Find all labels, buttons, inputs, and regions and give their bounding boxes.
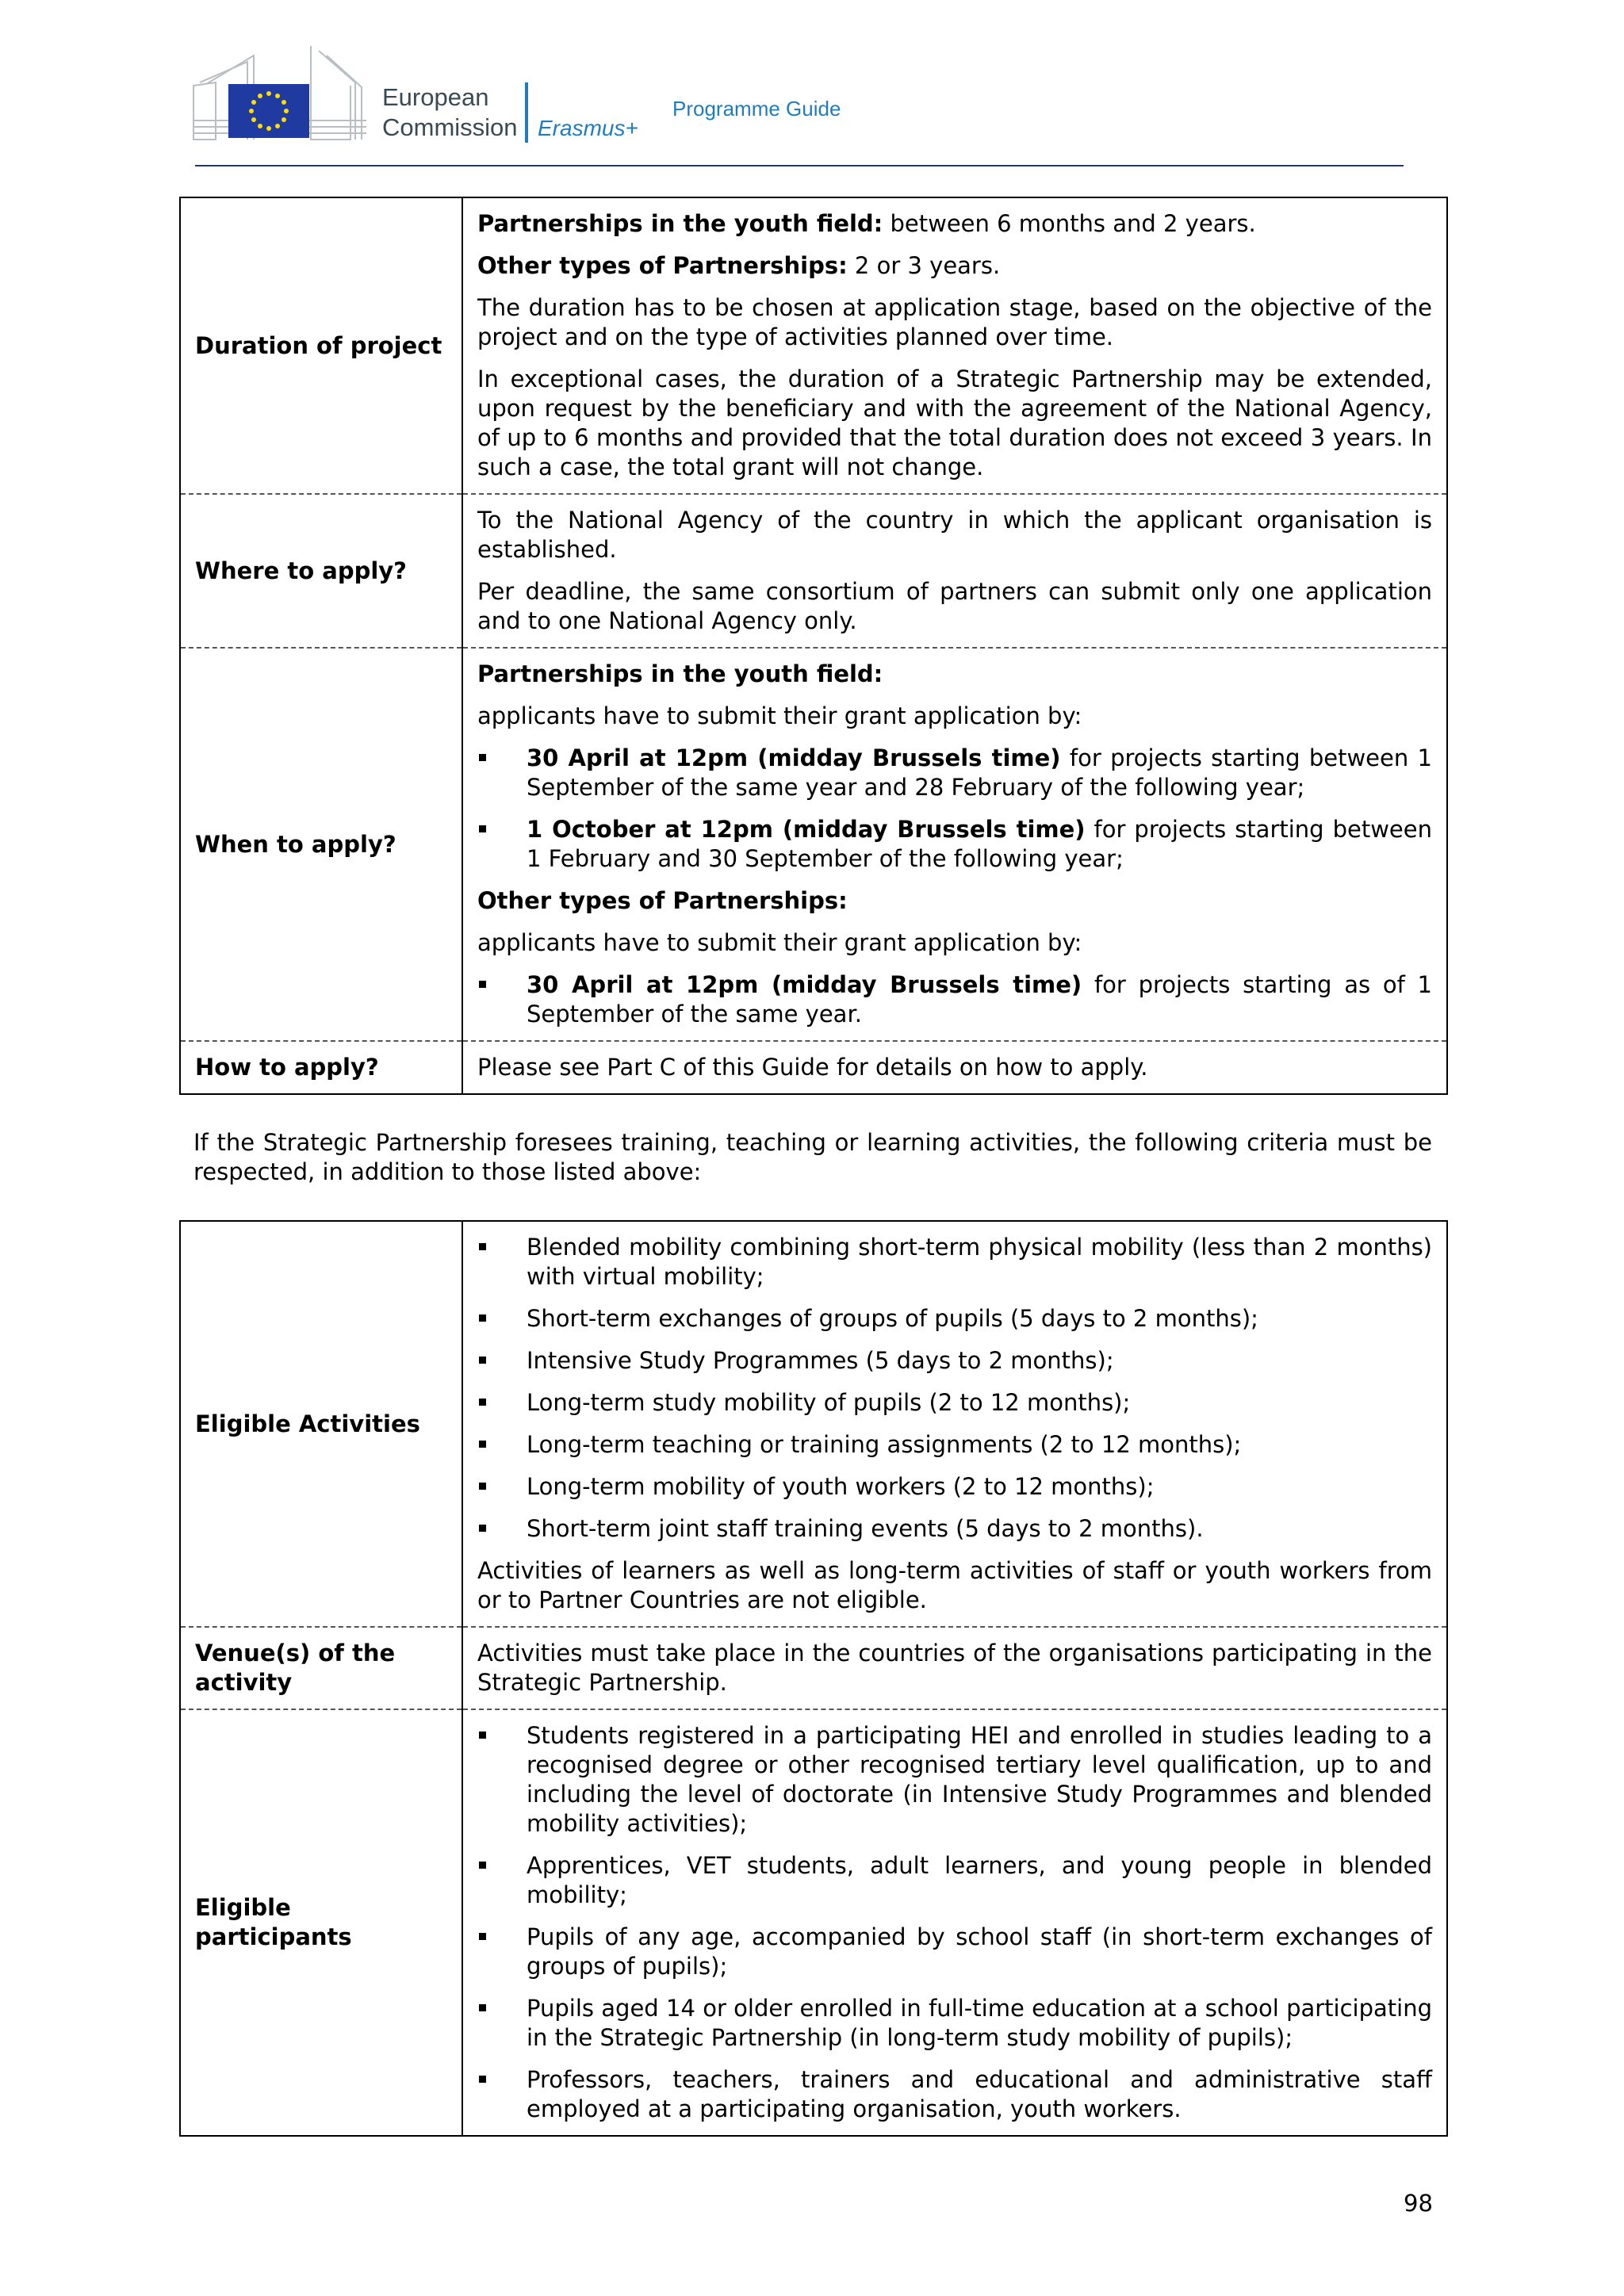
body-text: In exceptional cases, the duration of a Strategic Partnership may be extended, upon request by the beneficiary and with the agreement of the National Agency, of up to 6 months and provided that the total duration does not exceed 3 years. In such a case, the total grant will not change. [477, 365, 1432, 480]
row-label: Where to apply? [180, 494, 462, 648]
body-text: for projects starting between 1 September of the same year and 28 February of the following year; [527, 744, 1433, 801]
list-item [477, 1233, 1432, 1292]
body-text: Please see Part C of this Guide for details on how to apply. [477, 1054, 1148, 1081]
bullet-list [477, 744, 1432, 874]
list-item [477, 815, 1432, 874]
row-content [462, 1627, 1447, 1709]
body-text: To the National Agency of the country in which the applicant organisation is established. [477, 507, 1432, 563]
table-row [180, 648, 1447, 1041]
body-text: applicants have to submit their grant application by: [477, 929, 1082, 956]
bold-text: Partnerships in the youth field: [477, 660, 883, 687]
row-content [462, 494, 1447, 648]
guide-label: Programme Guide [672, 97, 841, 121]
body-text: Students registered in a participating HEI and enrolled in studies leading to a recognised degree or other recognised tertiary level qualification, up to and including the level of doctorate (in Intensive Study Programmes and blended mobility activities); [527, 1722, 1432, 1837]
body-text: Blended mobility combining short-term physical mobility (less than 2 months) with virtual mobility; [527, 1234, 1432, 1290]
list-item [477, 744, 1432, 802]
bold-text: Other types of Partnerships: [477, 887, 848, 914]
body-text: Long-term study mobility of pupils (2 to 12 months); [527, 1389, 1131, 1416]
table-row [180, 1627, 1447, 1709]
table-row [180, 1709, 1447, 2136]
bullet-list [477, 1721, 1432, 2124]
row-label: Eligible participants [180, 1709, 462, 2136]
body-text: Long-term mobility of youth workers (2 to 12 months); [527, 1473, 1155, 1500]
page-number: 98 [1404, 2190, 1433, 2217]
body-text: Pupils aged 14 or older enrolled in full-time education at a school participating in the Strategic Partnership (in long-term study mobility of pupils); [527, 1995, 1432, 2051]
row-content [462, 1709, 1447, 2136]
list-item [477, 1472, 1432, 1502]
body-text: The duration has to be chosen at application stage, based on the objective of the project and on the type of activities planned over time. [477, 294, 1432, 350]
body-text: applicants have to submit their grant application by: [477, 702, 1082, 729]
brand-line-1: European [382, 83, 489, 111]
paragraph [477, 1639, 1432, 1697]
body-text: 2 or 3 years. [847, 252, 1001, 279]
table-row [180, 1041, 1447, 1094]
paragraph [477, 251, 1432, 281]
bold-text: 30 April at 12pm (midday Brussels time) [527, 744, 1061, 771]
brand-separator [525, 82, 528, 143]
paragraph [477, 506, 1432, 564]
bold-text: Partnerships in the youth field: [477, 210, 883, 237]
paragraph [477, 1053, 1432, 1082]
table-row [180, 1221, 1447, 1627]
bold-text: Other types of Partnerships: [477, 252, 848, 279]
body-text: Short-term exchanges of groups of pupils (5 days to 2 months); [527, 1305, 1258, 1332]
body-text: for projects starting as of 1 September of the same year. [527, 971, 1432, 1027]
list-item [477, 1514, 1432, 1544]
intro-paragraph: If the Strategic Partnership foresees training, teaching or learning activities, the following criteria must be respected, in addition to those listed above: [193, 1129, 1432, 1185]
paragraph [477, 577, 1432, 636]
row-content [462, 197, 1447, 494]
list-item [477, 1851, 1432, 1910]
list-item [477, 1923, 1432, 1981]
bullet-list [477, 970, 1432, 1029]
body-text: for projects starting between 1 February and 30 September of the following year; [527, 816, 1432, 872]
list-item [477, 1304, 1432, 1334]
row-label: Eligible Activities [180, 1221, 462, 1627]
bold-text: 30 April at 12pm (midday Brussels time) [527, 971, 1082, 998]
criteria-table-1 [179, 197, 1448, 1095]
row-label: How to apply? [180, 1041, 462, 1094]
list-item [477, 1388, 1432, 1418]
row-label: Duration of project [180, 197, 462, 494]
criteria-table-2 [179, 1220, 1448, 2137]
bullet-list [477, 1233, 1432, 1544]
row-content [462, 1041, 1447, 1094]
list-item [477, 970, 1432, 1029]
header-rule [195, 165, 1404, 166]
list-item [477, 1430, 1432, 1460]
body-text: Professors, teachers, trainers and educational and administrative staff employed at a participating organisation, youth workers. [527, 2066, 1432, 2122]
programme-name: Erasmus+ [538, 116, 638, 140]
paragraph [477, 702, 1432, 731]
body-text: between 6 months and 2 years. [883, 210, 1256, 237]
list-item [477, 1721, 1432, 1839]
body-text: Pupils of any age, accompanied by school staff (in short-term exchanges of groups of pupils); [527, 1923, 1432, 1980]
row-content [462, 648, 1447, 1041]
bold-text: 1 October at 12pm (midday Brussels time) [527, 816, 1086, 843]
paragraph [477, 209, 1432, 239]
list-item [477, 2065, 1432, 2124]
body-text: Per deadline, the same consortium of partners can submit only one application and to one National Agency only. [477, 578, 1432, 634]
row-content [462, 1221, 1447, 1627]
body-text: Apprentices, VET students, adult learners, and young people in blended mobility; [527, 1852, 1432, 1908]
body-text: Activities must take place in the countries of the organisations participating in the Strategic Partnership. [477, 1640, 1432, 1696]
european-commission-logo-icon [192, 46, 382, 149]
page-header [192, 46, 1404, 170]
paragraph [477, 660, 1432, 689]
paragraph [477, 365, 1432, 482]
brand-line-2: Commission [382, 113, 518, 141]
row-label: When to apply? [180, 648, 462, 1041]
body-text: Long-term teaching or training assignments (2 to 12 months); [527, 1431, 1242, 1458]
paragraph [477, 928, 1432, 958]
list-item [477, 1346, 1432, 1376]
paragraph [477, 886, 1432, 916]
row-label: Venue(s) of the activity [180, 1627, 462, 1709]
paragraph [477, 1556, 1432, 1615]
brand-name [382, 82, 518, 143]
body-text: Short-term joint staff training events (5 days to 2 months). [527, 1515, 1204, 1542]
list-item [477, 1994, 1432, 2053]
body-text: Intensive Study Programmes (5 days to 2 months); [527, 1347, 1114, 1374]
paragraph [477, 293, 1432, 352]
body-text: Activities of learners as well as long-term activities of staff or youth workers from or to Partner Countries are not eligible. [477, 1557, 1432, 1613]
table-row [180, 494, 1447, 648]
table-row [180, 197, 1447, 494]
